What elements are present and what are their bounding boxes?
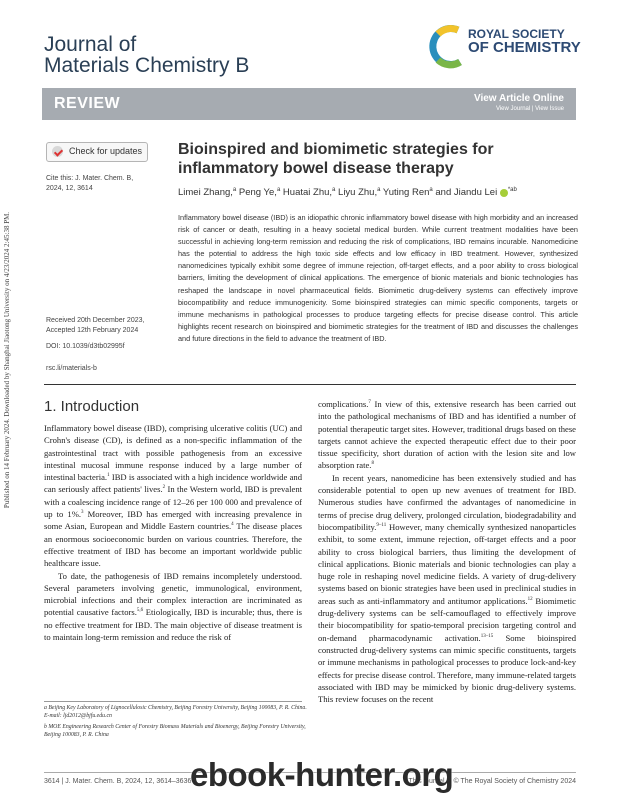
- rsc-logo[interactable]: [428, 22, 588, 72]
- article-title: Bioinspired and biomimetic strategies for inflammatory bowel disease therapy: [178, 141, 494, 177]
- rsc-line1: ROYAL SOCIETY: [468, 27, 565, 41]
- check-icon: [52, 146, 63, 157]
- left-column: Inflammatory bowel disease (IBD), comprising ulcerative colitis (UC) and Crohn's disease (CD), is defined as a non-specific inflammation of the gastrointestinal tract with possible pathogenesis from an excessive intestinal mucosal immune response induced by a large number of intestinal bacteria.$^1$ IBD is associated with a high incidence worldwide and can seriously affect patients' lives.$^2$ In the Western world, IBD is prevalent with a coalescing incidence range of 12–26 per 100 000 and prevalence of up to 1%.$^3$ Moreover, IBD has emerged with increasing prevalence in some Asian, European and Middle Eastern countries.$^4$ The disease places an enormous socioeconomic burden on various countries. Therefore, the effective treatment of IBD has become an important worldwide public healthcare issue. To date, the pathogenesis of IBD remains incompletely understood. Several parameters involving genetic, immunological, environment, microbial infections and their complex interaction are incriminated as potential causative factors.$^{5,6}$ Etiologically, IBD is incurable; thus, there is no effective treatment for IBD. The main objective of disease treatment is to maintain long-term remission and reduce the risk of: [44, 423, 303, 643]
- rsc-line2: OF CHEMISTRY: [468, 39, 581, 56]
- rsc-logo-icon: [428, 24, 466, 70]
- footer-right: This journal is © The Royal Society of Chemistry 2024: [408, 778, 576, 785]
- dates: Received 20th December 2023, Accepted 12th February 2024: [46, 317, 145, 334]
- section-heading: 1. Introduction: [44, 398, 140, 415]
- article-type-band: [42, 88, 576, 120]
- footer-left: 3614 | J. Mater. Chem. B, 2024, 12, 3614–3636: [44, 778, 192, 785]
- affiliations: [44, 704, 308, 742]
- view-online-link[interactable]: View Article Online View Journal | View Issue: [473, 93, 564, 112]
- journal-title[interactable]: Journal of Materials Chemistry B: [44, 33, 250, 77]
- download-stamp: Published on 14 February 2024. Downloaded by Shanghai Jiaotong University on 4/23/2024 2:45:38 PM.: [3, 211, 11, 509]
- affiliation-a: a Beijing Key Laboratory of Lignocellulosic Chemistry, Beijing Forestry University, Beijing 100083, P. R. China. E-mail: ljd2012@bjfu.edu.cn: [44, 705, 307, 720]
- orcid-icon[interactable]: [500, 189, 508, 197]
- footnote-divider: [44, 701, 302, 702]
- abstract: Inflammatory bowel disease (IBD) is an idiopathic chronic inflammatory bowel disease with high morbidity and an increased risk of cancer or death, resulting in a heavy societal medical burden. While current treatment modalities have been successful in achieving long-term remission and reducing the risk of complications, IBD remains incurable. Nanomedicine has the potential to address the high toxic side effects and low efficacy in IBD treatment. However, synthesized nanomedicines typically exhibit some degree of immune rejection, off-target effects, and a poor ability to cross biological barriers, limiting the development of clinical applications. The emergence of bionic materials and bionic technologies has reshaped the landscape in novel pharmaceutical fields. Biomimetic drug-delivery systems can effectively improve biocompatibility and reduce immunogenicity. Some bioinspired strategies can mimic specific components, targets or immune mechanisms in pathological processes to produce targeting effects for precise disease control. This article highlights recent research on bioinspired and biomimetic strategies for the treatment of IBD and discusses the challenges and future directions in the field to advance the treatment of IBD.: [178, 213, 578, 343]
- article-type: REVIEW: [54, 95, 121, 112]
- citation: Cite this: J. Mater. Chem. B, 2024, 12, 3614: [46, 175, 134, 192]
- journal-url[interactable]: rsc.li/materials-b: [46, 365, 97, 372]
- doi[interactable]: DOI: 10.1039/d3tb02995f: [46, 343, 125, 350]
- view-journal-issue-links[interactable]: View Journal | View Issue: [495, 106, 564, 112]
- watermark: ebook-hunter.org: [190, 756, 454, 793]
- check-updates-button[interactable]: Check for updates: [46, 142, 148, 162]
- divider: [44, 384, 576, 385]
- affiliation-b: b MOE Engineering Research Center of Forestry Biomass Materials and Bioenergy, Beijing Forestry University, Beijing 100083, P. R. China: [44, 723, 306, 739]
- right-column: complications.$^7$ In view of this, extensive research has been carried out into the pathological mechanisms of IBD and has identified a number of potential therapeutic target sites. However, traditional drugs based on these targets cannot achieve the expected therapeutic effect due to their poor tissue specificity, short duration of action with the lesion site and low absorption rate.$^8$ In recent years, nanomedicine has been extensively studied and has considerable potential to open up new avenues of treatment for IBD. Numerous studies have confirmed the advantages of nanomedicine in terms of precise drug delivery, prolonged circulation, biodegradability and biocompatibility.$^{9-11}$ However, many chemically synthesized nanoparticles exhibit, to some extent, immune rejection, off-target effects and a poor ability to cross biological barriers, thus limiting the development of clinical applications. Bionic materials and bionic technologies can play a huge role in reshaping novel medicine fields. A variety of drug-delivery systems based on bionic strategies have been used in preclinical studies in areas such as anti-inflammatory and antitumor applications.$^{12}$ Biomimetic drug-delivery systems can be self-camouflaged to effectively improve their biocompatibility for spatio-temporal precision targeting control and on-demand pharmacodynamic activation.$^{13-15}$ Some bioinspired constructed drug-delivery systems can mimic specific constituents, targets or immune mechanisms in pathological processes to produce lock-and-key effects for precise disease control. Therefore, many immune-related targets associated with IBD may be mimicked by bionic drug-delivery systems. This review focuses on the recent: [318, 399, 576, 705]
- authors: Limei Zhang,$^a$ Peng Ye,$^a$ Huatai Zhu,$^a$ Liyu Zhu,$^a$ Yuting Ren$^a$ and Jiandu Lei $^{*ab}$: [178, 187, 517, 199]
